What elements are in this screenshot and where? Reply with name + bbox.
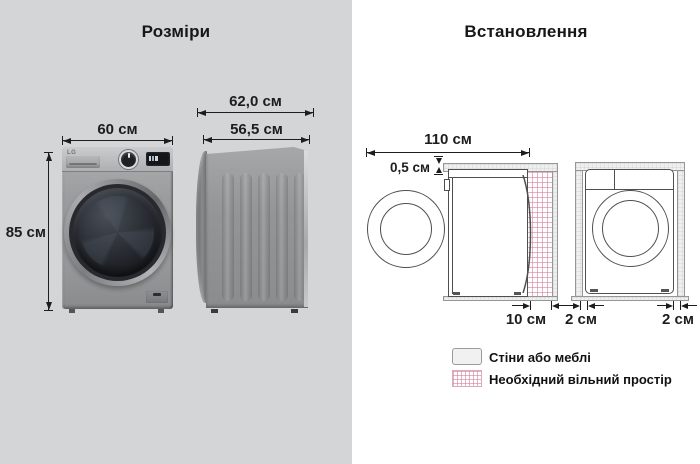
program-knob bbox=[119, 150, 138, 169]
machine-foot-mark bbox=[661, 289, 669, 292]
side-total-depth-label: 62,0 см bbox=[229, 93, 282, 110]
install-right-gap-label: 2 см bbox=[662, 311, 694, 328]
machine-back-curve bbox=[521, 175, 535, 293]
rear-gap-mark-left bbox=[512, 301, 531, 310]
front-width-label: 60 см bbox=[97, 121, 138, 138]
door-ring bbox=[64, 179, 171, 286]
left-gap-mark-b bbox=[587, 301, 604, 310]
left-gap-mark-a bbox=[564, 301, 581, 310]
install-top-gap-label: 0,5 см bbox=[389, 160, 430, 175]
legend-walls-swatch bbox=[452, 348, 482, 365]
machine-foot-mark bbox=[453, 292, 460, 295]
brand-logo: LG bbox=[67, 150, 77, 156]
front-width-dim-line bbox=[62, 136, 173, 145]
wall-right-front-diagram bbox=[677, 170, 685, 297]
machine-outline-front bbox=[585, 169, 674, 294]
washer-side-body bbox=[206, 147, 308, 308]
drawer-divider-line bbox=[614, 170, 615, 189]
side-door-edge bbox=[196, 151, 207, 303]
legend-free-space-label: Необхідний вільний простір bbox=[489, 372, 672, 387]
display-screen bbox=[146, 152, 170, 166]
machine-lid-line bbox=[449, 177, 527, 178]
detergent-drawer bbox=[66, 156, 100, 168]
side-body-depth-dim-line bbox=[203, 135, 310, 144]
side-panel-groove bbox=[222, 173, 234, 301]
install-left-gap-label: 2 см bbox=[565, 311, 597, 328]
side-panel-groove bbox=[276, 173, 288, 301]
install-rear-gap-label: 10 см bbox=[505, 311, 547, 328]
door-inner-circle bbox=[602, 200, 659, 257]
machine-foot-mark bbox=[514, 292, 521, 295]
install-total-width-dim-line bbox=[366, 148, 530, 157]
machine-outline-side bbox=[448, 169, 528, 297]
dimensions-title: Розміри bbox=[141, 22, 211, 41]
washer-front-view bbox=[62, 147, 173, 313]
installation-title: Встановлення bbox=[464, 22, 588, 41]
side-panel-groove bbox=[258, 173, 270, 301]
washer-foot bbox=[211, 309, 218, 313]
legend-walls-label: Стіни або меблі bbox=[489, 350, 591, 365]
door-glass bbox=[73, 188, 162, 277]
machine-foot-mark bbox=[590, 289, 598, 292]
machine-front-line bbox=[452, 178, 453, 294]
front-height-dim-line bbox=[44, 152, 53, 311]
washer-side-view bbox=[196, 147, 308, 313]
wall-rear-side-diagram bbox=[552, 171, 558, 297]
side-panel-groove bbox=[240, 173, 252, 301]
door-hinge-mark bbox=[444, 179, 450, 191]
right-gap-mark-b bbox=[680, 301, 697, 310]
service-panel bbox=[146, 291, 168, 303]
install-total-width-label: 110 см bbox=[424, 131, 472, 148]
front-height-label: 85 см bbox=[5, 224, 46, 241]
wall-left-front-diagram bbox=[575, 170, 583, 297]
install-top-gap-marks bbox=[434, 156, 443, 175]
washer-foot bbox=[69, 309, 75, 313]
hinge-strip bbox=[304, 149, 308, 307]
right-gap-mark-a bbox=[657, 301, 674, 310]
washer-foot bbox=[158, 309, 164, 313]
side-body-depth-label: 56,5 см bbox=[230, 121, 283, 138]
washer-foot bbox=[291, 309, 298, 313]
side-total-depth-dim-line bbox=[197, 108, 314, 117]
legend-free-space-swatch bbox=[452, 370, 482, 387]
door-swing-inner-circle bbox=[380, 203, 432, 255]
